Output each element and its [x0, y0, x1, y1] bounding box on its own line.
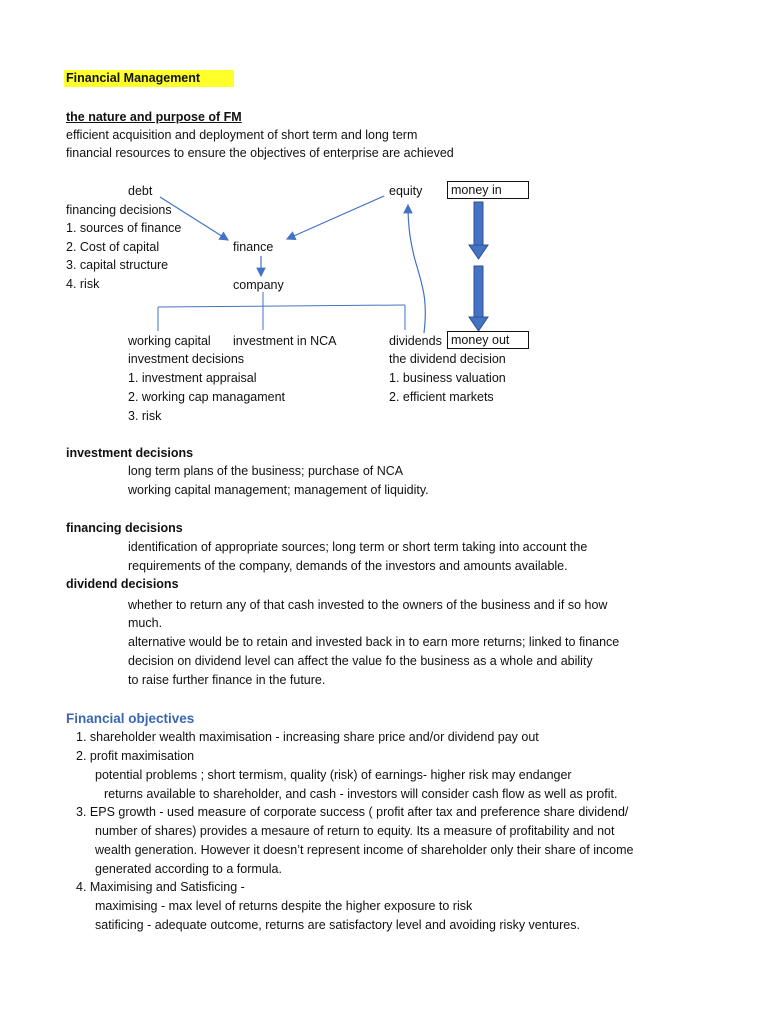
money-in-arrow-head: [469, 245, 488, 259]
investment-line: long term plans of the business; purchase of NCA: [128, 464, 404, 478]
money-out-box: money out: [447, 331, 529, 349]
financing-item: 3. capital structure: [66, 258, 169, 272]
nature-heading: the nature and purpose of FM: [66, 110, 242, 124]
money-out-arrow-head: [469, 317, 488, 331]
objectives-line: 3. EPS growth - used measure of corporate success ( profit after tax and preference share dividend/: [76, 805, 629, 819]
financing-item: 2. Cost of capital: [66, 240, 160, 254]
financing-item: 1. sources of finance: [66, 221, 182, 235]
financing-line: identification of appropriate sources; long term or short term taking into account the: [128, 540, 588, 554]
financing-item: 4. risk: [66, 277, 100, 291]
dividend-item: 1. business valuation: [389, 371, 506, 385]
nature-line: efficient acquisition and deployment of short term and long term: [66, 128, 418, 142]
investment-item: 1. investment appraisal: [128, 371, 257, 385]
title-highlight: Financial Management: [64, 70, 234, 87]
working-capital-label: working capital: [128, 334, 211, 348]
debt-label: debt: [128, 184, 153, 198]
investment-item: 3. risk: [128, 409, 162, 423]
money-in-arrow-shaft: [474, 202, 483, 246]
dividend-decision-label: the dividend decision: [389, 352, 506, 366]
objectives-line: 4. Maximising and Satisficing -: [76, 880, 245, 894]
nature-line: financial resources to ensure the objectives of enterprise are achieved: [66, 146, 454, 160]
dividends-label: dividends: [389, 334, 442, 348]
dividends-to-equity-arrow: [408, 205, 425, 333]
financing-decisions-label: financing decisions: [66, 203, 172, 217]
equity-label: equity: [389, 184, 423, 198]
objectives-line: potential problems ; short termism, quality (risk) of earnings- higher risk may endanger: [95, 768, 572, 782]
dividend-line: much.: [128, 616, 163, 630]
objectives-line: returns available to shareholder, and cash - investors will consider cash flow as well as profit.: [104, 787, 618, 801]
money-out-arrow-shaft: [474, 266, 483, 318]
investment-heading: investment decisions: [66, 446, 194, 460]
dividend-line: to raise further finance in the future.: [128, 673, 326, 687]
objectives-heading: Financial objectives: [66, 711, 195, 726]
objectives-line: number of shares) provides a mesaure of return to equity. Its a measure of profitability and not: [95, 824, 615, 838]
financing-heading: financing decisions: [66, 521, 183, 535]
objectives-line: satificing - adequate outcome, returns are satisfactory level and avoiding risky ventures.: [95, 918, 580, 932]
dividend-item: 2. efficient markets: [389, 390, 494, 404]
dividend-line: alternative would be to retain and invested back in to earn more returns; linked to finance: [128, 635, 620, 649]
investment-line: working capital management; management of liquidity.: [128, 483, 429, 497]
money-in-box: money in: [447, 181, 529, 199]
finance-label: finance: [233, 240, 274, 254]
investment-item: 2. working cap managament: [128, 390, 286, 404]
investment-decisions-label: investment decisions: [128, 352, 245, 366]
investment-nca-label: investment in NCA: [233, 334, 337, 348]
objectives-line: 1. shareholder wealth maximisation - increasing share price and/or dividend pay out: [76, 730, 539, 744]
financing-line: requirements of the company, demands of the investors and amounts available.: [128, 559, 568, 573]
dividend-line: decision on dividend level can affect the value fo the business as a whole and ability: [128, 654, 593, 668]
objectives-line: wealth generation. However it doesn’t represent income of shareholder only their share of income: [95, 843, 634, 857]
objectives-line: generated according to a formula.: [95, 862, 282, 876]
dividend-heading: dividend decisions: [66, 577, 179, 591]
dividend-line: whether to return any of that cash invested to the owners of the business and if so how: [128, 598, 608, 612]
objectives-line: 2. profit maximisation: [76, 749, 195, 763]
company-label: company: [233, 278, 284, 292]
equity-to-finance-arrow: [287, 196, 384, 239]
branch-bar: [158, 305, 405, 307]
objectives-line: maximising - max level of returns despite the higher exposure to risk: [95, 899, 473, 913]
